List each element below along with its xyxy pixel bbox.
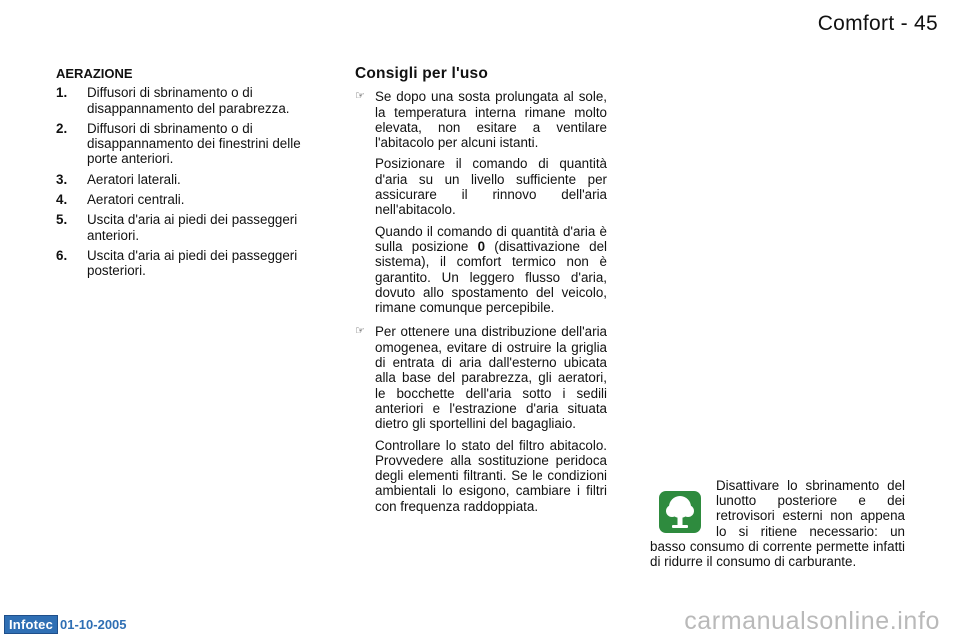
tip-item [355,89,607,315]
tip-paragraph: Per ottenere una distribuzione dell'aria omogenea, evitare di ostruire la griglia di entrata di aria dall'esterno ubicata alla base del parabrezza, gli aeratori, le bocchette dell'aria sotto i sedili anteriori e l'estrazione d'aria situata dietro gli sportellini del bagagliaio. [375,324,607,432]
tip-paragraph: Controllare lo stato del filtro abitacolo. Provvedere alla sostituzione peridoca degli elementi filtranti. Se le condizioni ambientali lo esigono, cambiare i filtri con frequenza raddoppiata. [375,437,607,514]
list-item [56,248,306,279]
aerazione-section [56,66,306,284]
tip-text: Quando il comando di quantità d'aria è sulla posizione [375,223,607,254]
tip-text: (disattivazione del sistema), il comfort termico non è garantito. Un leggero flusso d'aria, dovuto allo spostamento del veicolo, rimane comunque percepibile. [375,238,608,316]
footer-date: 01-10-2005 [60,617,127,632]
tree-icon [658,490,702,534]
consigli-section [355,66,607,523]
tip-item [355,324,607,514]
footer [4,615,127,634]
list-item [56,121,306,167]
eco-note-text: Disattivare lo sbrinamento del lunotto posteriore e dei retrovisori esterni non appena lo si ritiene necessario: un basso consumo di corrente permette infatti di ridurre il consumo di carburante. [650,478,905,570]
list-item [56,172,306,187]
tip-paragraph: Se dopo una sosta prolungata al sole, la temperatura interna rimane molto elevata, non esitare a ventilare l'abitacolo per alcuni istanti. [375,89,607,151]
item-text: Diffusori di sbrinamento o di disappannamento dei finestrini delle porte anteriori. [87,120,301,167]
item-number: 2. [56,120,68,136]
tip-paragraph: Posizionare il comando di quantità d'aria su un livello sufficiente per assicurare il rinnovo dell'aria nell'abitacolo. [375,156,607,218]
page-title: Comfort - 45 [817,12,938,35]
item-number: 6. [56,247,68,263]
consigli-title: Consigli per l'uso [355,65,489,82]
pointing-hand-icon: ☞ [355,90,365,103]
list-item [56,85,306,116]
tip-paragraph [375,224,607,316]
item-text: Aeratori centrali. [87,192,185,208]
item-number: 1. [56,85,68,101]
item-text: Aeratori laterali. [87,171,181,187]
item-number: 3. [56,171,68,187]
item-text: Uscita d'aria ai piedi dei passeggeri anteriori. [87,212,298,243]
aerazione-title: AERAZIONE [56,66,133,81]
list-item [56,212,306,243]
item-text: Uscita d'aria ai piedi dei passeggeri posteriori. [87,247,298,279]
pointing-hand-icon: ☞ [355,325,365,338]
item-number: 5. [56,212,68,228]
list-item [56,192,306,207]
eco-note [650,478,905,569]
item-text: Diffusori di sbrinamento o di disappannamento del parabrezza. [87,85,290,116]
position-zero: 0 [477,238,486,254]
infotec-logo: Infotec [4,615,58,634]
item-number: 4. [56,192,68,208]
watermark: carmanualsonline.info [684,607,940,635]
